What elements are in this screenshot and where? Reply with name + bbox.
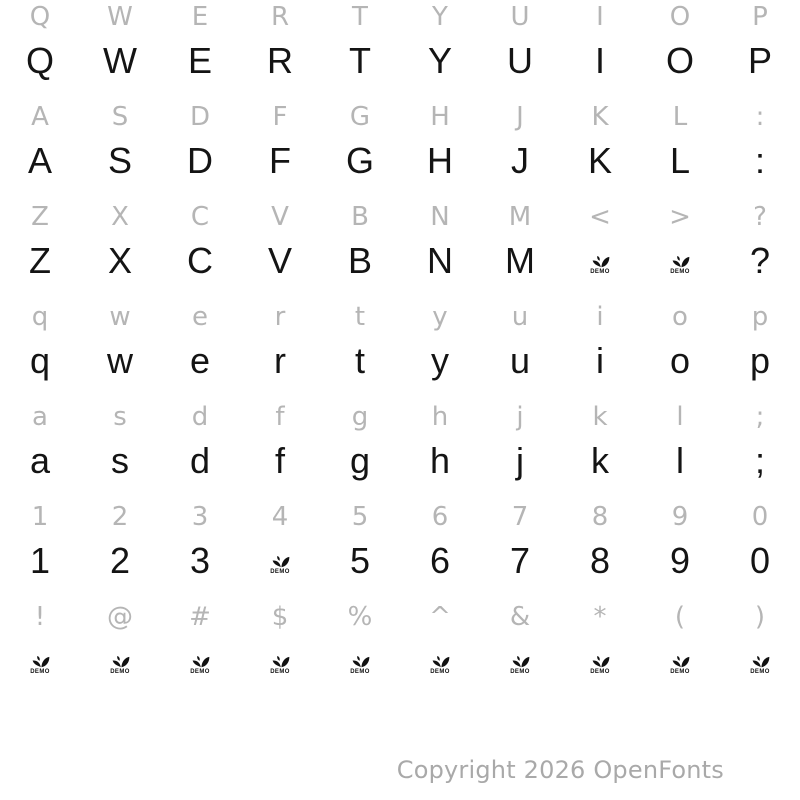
specimen-char: 9 — [669, 540, 691, 581]
specimen-char: O — [665, 40, 694, 81]
specimen-section — [0, 600, 800, 700]
specimen-section — [0, 100, 800, 200]
reference-char: V — [271, 202, 289, 232]
reference-char: H — [430, 102, 450, 132]
reference-char: ! — [34, 602, 46, 632]
specimen-char: 6 — [429, 540, 451, 581]
specimen-char-row — [0, 634, 800, 688]
reference-char: 7 — [511, 502, 529, 532]
specimen-char-row — [0, 234, 800, 288]
reference-char: 5 — [351, 502, 369, 532]
specimen-char: D — [187, 140, 213, 181]
reference-char: Q — [29, 2, 51, 32]
reference-char: # — [189, 602, 211, 632]
demo-glyph — [590, 655, 611, 675]
specimen-char: q — [29, 340, 51, 381]
demo-glyph-label: DEMO — [270, 669, 290, 675]
reference-char: J — [516, 102, 524, 132]
missing-glyph-cell — [560, 234, 640, 288]
reference-char: 0 — [751, 502, 769, 532]
reference-char: I — [596, 2, 604, 32]
demo-glyph — [190, 655, 211, 675]
demo-glyph — [270, 555, 291, 575]
specimen-char: N — [427, 240, 453, 281]
specimen-char: 1 — [29, 540, 51, 581]
demo-glyph-label: DEMO — [670, 269, 690, 275]
demo-glyph — [30, 655, 51, 675]
reference-char: > — [669, 202, 691, 232]
demo-glyph — [350, 655, 371, 675]
reference-char: B — [351, 202, 369, 232]
demo-sprout-icon — [110, 655, 131, 668]
reference-char: Y — [432, 2, 448, 32]
reference-char: ; — [755, 402, 765, 432]
reference-char: S — [111, 102, 129, 132]
missing-glyph-cell — [240, 634, 320, 688]
specimen-char: S — [107, 140, 132, 181]
specimen-char-row — [0, 134, 800, 188]
specimen-char: G — [345, 140, 374, 181]
reference-char-row — [0, 300, 800, 334]
demo-glyph-label: DEMO — [110, 669, 130, 675]
missing-glyph-cell — [320, 634, 400, 688]
specimen-char: L — [669, 140, 691, 181]
specimen-char: I — [594, 40, 605, 81]
reference-char: q — [31, 302, 49, 332]
copyright-text: Copyright 2026 OpenFonts — [396, 756, 724, 784]
specimen-char: Y — [427, 40, 452, 81]
specimen-char: H — [427, 140, 453, 181]
reference-char: Z — [31, 202, 49, 232]
reference-char: 8 — [591, 502, 609, 532]
specimen-char: 0 — [749, 540, 771, 581]
reference-char: e — [192, 302, 208, 332]
missing-glyph-cell — [400, 634, 480, 688]
demo-sprout-icon — [670, 655, 691, 668]
reference-char: 4 — [271, 502, 289, 532]
demo-glyph-label: DEMO — [590, 269, 610, 275]
demo-sprout-icon — [590, 655, 611, 668]
demo-sprout-icon — [350, 655, 371, 668]
reference-char: k — [592, 402, 608, 432]
specimen-char: X — [107, 240, 132, 281]
specimen-char-row — [0, 34, 800, 88]
reference-char: * — [593, 602, 607, 632]
specimen-char: R — [267, 40, 293, 81]
reference-char-row — [0, 200, 800, 234]
missing-glyph-cell — [560, 634, 640, 688]
reference-char: @ — [107, 602, 133, 632]
reference-char: 3 — [191, 502, 209, 532]
demo-glyph — [590, 255, 611, 275]
specimen-char: p — [749, 340, 771, 381]
specimen-section — [0, 300, 800, 400]
specimen-char-row — [0, 434, 800, 488]
specimen-char: y — [431, 340, 449, 381]
reference-char: L — [672, 102, 688, 132]
reference-char: % — [347, 602, 373, 632]
demo-glyph-label: DEMO — [590, 669, 610, 675]
demo-glyph-label: DEMO — [670, 669, 690, 675]
demo-sprout-icon — [670, 255, 691, 268]
reference-char: i — [596, 302, 604, 332]
missing-glyph-cell — [480, 634, 560, 688]
specimen-char: s — [111, 440, 129, 481]
reference-char-row — [0, 500, 800, 534]
missing-glyph-cell — [80, 634, 160, 688]
reference-char: y — [432, 302, 448, 332]
specimen-char: g — [349, 440, 371, 481]
specimen-char: V — [267, 240, 292, 281]
specimen-section — [0, 500, 800, 600]
demo-sprout-icon — [270, 555, 291, 568]
specimen-char: 7 — [509, 540, 531, 581]
specimen-char: W — [103, 40, 137, 81]
reference-char: O — [669, 2, 691, 32]
specimen-char: J — [511, 140, 529, 181]
reference-char: U — [510, 2, 530, 32]
reference-char: 1 — [31, 502, 49, 532]
specimen-char: j — [516, 440, 524, 481]
reference-char: a — [32, 402, 48, 432]
missing-glyph-cell — [160, 634, 240, 688]
reference-char: ^ — [429, 602, 451, 632]
specimen-char-row — [0, 534, 800, 588]
reference-char: C — [190, 202, 210, 232]
specimen-char: P — [747, 40, 772, 81]
specimen-char: T — [349, 40, 371, 81]
reference-char-row — [0, 100, 800, 134]
specimen-char: F — [269, 140, 291, 181]
specimen-char: Z — [29, 240, 51, 281]
specimen-char-row — [0, 334, 800, 388]
missing-glyph-cell — [720, 634, 800, 688]
reference-char: ( — [674, 602, 686, 632]
reference-char-row — [0, 600, 800, 634]
demo-glyph-label: DEMO — [270, 569, 290, 575]
reference-char: T — [352, 2, 368, 32]
specimen-section — [0, 0, 800, 100]
reference-char: D — [189, 102, 211, 132]
specimen-char: : — [754, 140, 765, 181]
specimen-char: ; — [754, 440, 765, 481]
reference-char: A — [31, 102, 49, 132]
reference-char: l — [676, 402, 684, 432]
demo-glyph — [510, 655, 531, 675]
reference-char: f — [275, 402, 285, 432]
reference-char-row — [0, 400, 800, 434]
reference-char: < — [589, 202, 611, 232]
demo-sprout-icon — [430, 655, 451, 668]
specimen-char: 2 — [109, 540, 131, 581]
demo-glyph — [750, 655, 771, 675]
specimen-char: K — [587, 140, 612, 181]
specimen-char: 8 — [589, 540, 611, 581]
missing-glyph-cell — [240, 534, 320, 588]
specimen-char: U — [507, 40, 533, 81]
specimen-char: l — [676, 440, 684, 481]
demo-glyph-label: DEMO — [430, 669, 450, 675]
demo-sprout-icon — [30, 655, 51, 668]
reference-char: ) — [754, 602, 766, 632]
specimen-char: 3 — [189, 540, 211, 581]
reference-char: h — [431, 402, 449, 432]
reference-char: r — [274, 302, 286, 332]
missing-glyph-cell — [0, 634, 80, 688]
reference-char: o — [672, 302, 688, 332]
reference-char: K — [591, 102, 609, 132]
specimen-char: r — [274, 340, 286, 381]
specimen-char: f — [274, 440, 285, 481]
demo-glyph-label: DEMO — [30, 669, 50, 675]
demo-glyph-label: DEMO — [750, 669, 770, 675]
specimen-char: M — [505, 240, 535, 281]
demo-glyph — [110, 655, 131, 675]
reference-char: d — [191, 402, 209, 432]
reference-char: F — [272, 102, 288, 132]
demo-glyph-label: DEMO — [190, 669, 210, 675]
specimen-char: k — [591, 440, 609, 481]
reference-char: 9 — [671, 502, 689, 532]
specimen-char: e — [189, 340, 211, 381]
specimen-char: C — [187, 240, 213, 281]
specimen-char: h — [429, 440, 451, 481]
reference-char: E — [191, 2, 209, 32]
specimen-section — [0, 200, 800, 300]
specimen-char: 5 — [349, 540, 371, 581]
demo-glyph-label: DEMO — [510, 669, 530, 675]
specimen-char: d — [189, 440, 211, 481]
reference-char: : — [755, 102, 765, 132]
demo-glyph — [270, 655, 291, 675]
specimen-char: E — [187, 40, 212, 81]
specimen-char: u — [509, 340, 531, 381]
reference-char: M — [508, 202, 532, 232]
demo-glyph-label: DEMO — [350, 669, 370, 675]
specimen-char: Q — [25, 40, 54, 81]
specimen-char: ? — [749, 240, 771, 281]
specimen-char: B — [347, 240, 372, 281]
reference-char: ? — [753, 202, 767, 232]
reference-char: R — [270, 2, 290, 32]
demo-glyph — [430, 655, 451, 675]
reference-char: N — [430, 202, 450, 232]
missing-glyph-cell — [640, 634, 720, 688]
demo-glyph — [670, 255, 691, 275]
missing-glyph-cell — [640, 234, 720, 288]
reference-char: g — [351, 402, 369, 432]
reference-char: w — [109, 302, 131, 332]
demo-sprout-icon — [510, 655, 531, 668]
reference-char: u — [511, 302, 529, 332]
reference-char-row — [0, 0, 800, 34]
reference-char: X — [111, 202, 129, 232]
reference-char: j — [516, 402, 524, 432]
demo-sprout-icon — [190, 655, 211, 668]
specimen-section — [0, 400, 800, 500]
reference-char: $ — [271, 602, 289, 632]
reference-char: 2 — [111, 502, 129, 532]
specimen-char: a — [29, 440, 51, 481]
specimen-char: A — [27, 140, 52, 181]
specimen-char: w — [107, 340, 133, 381]
reference-char: & — [509, 602, 531, 632]
reference-char: W — [107, 2, 133, 32]
reference-char: t — [354, 302, 366, 332]
specimen-char: t — [354, 340, 365, 381]
reference-char: 6 — [431, 502, 449, 532]
reference-char: P — [752, 2, 768, 32]
reference-char: s — [113, 402, 127, 432]
demo-sprout-icon — [590, 255, 611, 268]
specimen-char: o — [669, 340, 691, 381]
demo-sprout-icon — [750, 655, 771, 668]
demo-glyph — [670, 655, 691, 675]
specimen-char: i — [596, 340, 604, 381]
demo-sprout-icon — [270, 655, 291, 668]
reference-char: p — [751, 302, 769, 332]
reference-char: G — [349, 102, 371, 132]
